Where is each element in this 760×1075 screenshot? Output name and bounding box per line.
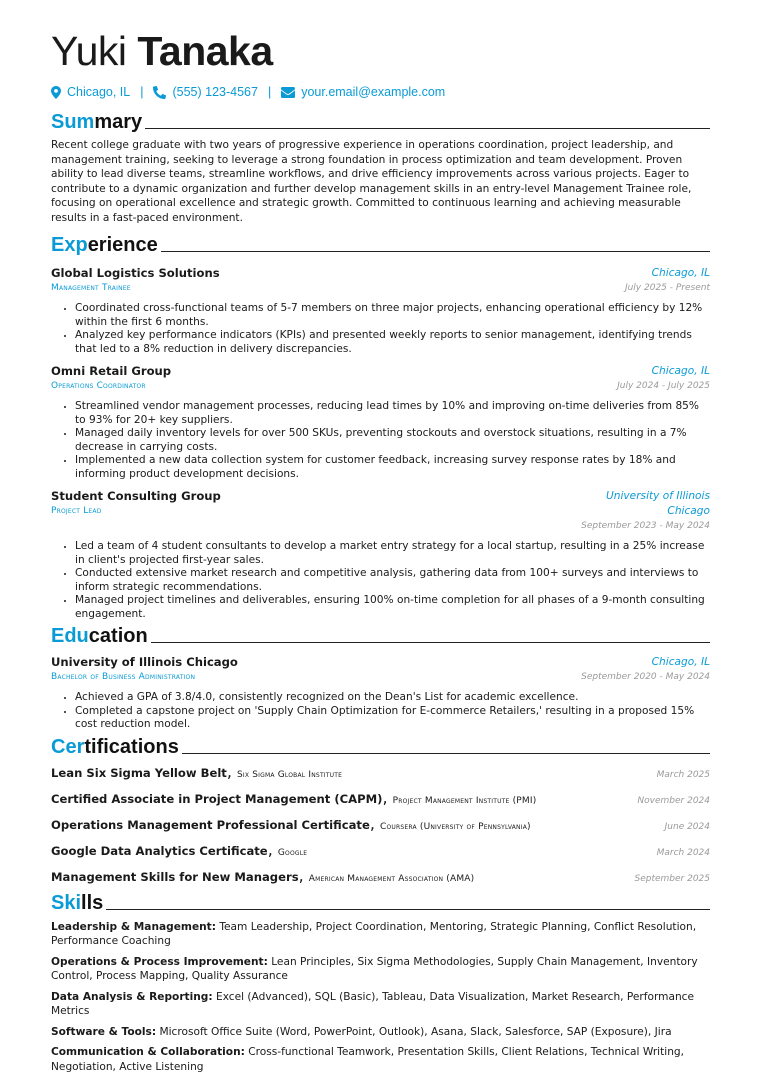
map-pin-icon (51, 86, 61, 99)
section-title-rest: mary (94, 111, 143, 133)
certification-issuer: Coursera (University of Pennsylvania) (380, 821, 531, 832)
phone-icon (153, 86, 166, 99)
skill-category: Operations & Process Improvement: (51, 955, 268, 968)
skill-item (51, 920, 710, 949)
certification-issuer: American Management Association (AMA) (308, 873, 475, 884)
skill-category: Leadership & Management: (51, 920, 216, 933)
entry-dates: July 2024 - July 2025 (617, 381, 710, 391)
certification-issuer: Six Sigma Global Institute (237, 769, 343, 780)
location-text: Chicago, IL (67, 85, 131, 99)
certification-date: November 2024 (637, 795, 710, 806)
experience-entry (51, 266, 710, 356)
list-item: • Analyzed key performance indicators (KPIs) and presented weekly reports to senior management, identifying trends that led to a 8% reduction in delivery discrepancies. (75, 329, 710, 356)
first-name: Yuki (51, 28, 127, 74)
contact-separator: | (267, 85, 272, 99)
section-title-accent: Edu (51, 625, 89, 647)
certification-name: Certified Associate in Project Management (CAPM) (51, 791, 383, 806)
skill-category: Data Analysis & Reporting: (51, 990, 213, 1003)
list-item: • Conducted extensive market research and competitive analysis, gathering data from 100+ surveys and interviews to inform strategic recommendations. (75, 567, 710, 594)
certification-item: Certified Associate in Project Management (CAPM), Project Management Institute (PMI) November 2024 (51, 787, 710, 807)
certification-name: Management Skills for New Managers (51, 869, 299, 884)
achievement-list (51, 400, 710, 481)
summary-text: Recent college graduate with two years of progressive experience in operations coordination, project leadership, and management training, seeking to leverage a strong foundation in process optimization and team development. Proven ability to lead diverse teams, streamline workflows, and drive efficiency improvements across various projects. Eager to contribute to a dynamic organization and further develop management skills in an entry-level Management Trainee role, focusing on operational excellence and strategic growth. Committed to continuous learning and achieving measurable results in a fast-paced environment. (51, 139, 692, 224)
school-name: University of Illinois Chicago (51, 655, 238, 669)
section-title-rest: tifications (84, 735, 179, 758)
skill-item (51, 1025, 710, 1040)
certification-item: Lean Six Sigma Yellow Belt, Six Sigma Global Institute March 2025 (51, 761, 710, 781)
list-item: • Managed project timelines and deliverables, ensuring 100% on-time completion for all phases of a 9-month consulting engagement. (75, 594, 710, 621)
degree-title: Bachelor of Business Administration (51, 672, 196, 682)
certification-date: March 2024 (656, 847, 710, 858)
section-title-rest: lls (81, 891, 104, 914)
organization-name: Student Consulting Group (51, 489, 221, 503)
entry-location: Chicago, IL (651, 365, 710, 377)
certification-list (51, 761, 710, 887)
section-title-accent: Exp (51, 234, 88, 256)
list-item: • Led a team of 4 student consultants to develop a market entry strategy for a local startup, resulting in a 25% increase in client's projected first-year sales. (75, 540, 710, 567)
list-item: • Implemented a new data collection system for customer feedback, increasing survey response rates by 18% and informing product development decisions. (75, 454, 710, 481)
contact-location (51, 85, 130, 99)
section-title (51, 892, 103, 914)
contact-bar (51, 85, 710, 99)
list-item: • Coordinated cross-functional teams of 5-7 members on three major projects, enhancing operational efficiency by 12% within the first 6 months. (75, 302, 710, 329)
skill-values: Lean Principles, Six Sigma Methodologies, Supply Chain Management, Inventory Control, Process Mapping, Quality Assurance (51, 955, 698, 982)
education-section-header (51, 625, 710, 647)
email-text: your.email@example.com (301, 85, 446, 99)
section-title (51, 234, 158, 256)
education-entry (51, 655, 710, 732)
certification-date: June 2024 (664, 821, 710, 832)
section-title (51, 625, 148, 647)
skill-category: Communication & Collaboration: (51, 1046, 245, 1058)
job-title: Operations Coordinator (51, 381, 146, 391)
certification-issuer: Project Management Institute (PMI) (392, 795, 537, 806)
skill-item (51, 1045, 710, 1074)
skill-values: Cross-functional Teamwork, Presentation Skills, Client Relations, Technical Writing, Negotiation, Active Listening (51, 1046, 685, 1073)
job-title: Project Lead (51, 506, 102, 516)
section-title (51, 736, 179, 758)
certification-date: September 2025 (634, 873, 710, 884)
experience-entry (51, 489, 710, 621)
skill-values: Excel (Advanced), SQL (Basic), Tableau, Data Visualization, Market Research, Performance Metrics (51, 990, 695, 1017)
skills-list (51, 920, 710, 1075)
certification-name: Operations Management Professional Certificate (51, 817, 370, 832)
certification-name: Lean Six Sigma Yellow Belt (51, 765, 227, 780)
list-item: • Managed daily inventory levels for over 500 SKUs, preventing stockouts and overstock situations, resulting in a 7% decrease in carrying costs. (75, 427, 710, 454)
section-rule (106, 909, 710, 910)
list-item: • Completed a capstone project on 'Supply Chain Optimization for E-commerce Retailers,' resulting in a proposed 15% cost reduction model. (75, 705, 710, 732)
certification-date: March 2025 (656, 769, 710, 780)
skill-category: Software & Tools: (51, 1025, 157, 1038)
section-title-accent: Ski (51, 891, 82, 914)
organization-name: Global Logistics Solutions (51, 266, 220, 280)
skills-section-header (51, 892, 710, 914)
entry-dates: September 2023 - May 2024 (581, 521, 710, 531)
skill-item (51, 990, 710, 1019)
envelope-icon (281, 87, 295, 98)
entry-location: Chicago, IL (651, 267, 710, 279)
certification-item: Management Skills for New Managers, American Management Association (AMA) September 2025 (51, 865, 710, 885)
contact-phone[interactable] (153, 85, 257, 99)
achievement-list (51, 540, 710, 621)
section-rule (145, 128, 710, 129)
section-title-rest: erience (87, 234, 158, 256)
section-title-accent: Cer (51, 735, 85, 758)
entry-dates: July 2025 - Present (624, 283, 710, 293)
section-rule (151, 642, 710, 643)
entry-location-line1: University of Illinois (606, 490, 710, 502)
skill-values: Team Leadership, Project Coordination, Mentoring, Strategic Planning, Conflict Resolution, Performance Coaching (51, 920, 697, 947)
list-item: • Achieved a GPA of 3.8/4.0, consistently recognized on the Dean's List for academic excellence. (75, 691, 710, 705)
last-name: Tanaka (137, 28, 273, 74)
certifications-section-header (51, 736, 710, 758)
achievement-list (51, 691, 710, 732)
experience-section-header (51, 234, 710, 256)
organization-name: Omni Retail Group (51, 364, 172, 378)
section-title (51, 111, 142, 133)
section-title-rest: cation (88, 625, 148, 647)
skill-item (51, 955, 710, 984)
certification-name: Google Data Analytics Certificate (51, 843, 268, 858)
entry-dates: September 2020 - May 2024 (581, 672, 710, 682)
list-item: • Streamlined vendor management processes, reducing lead times by 10% and improving on-time deliveries from 85% to 93% for 20+ key suppliers. (75, 400, 710, 427)
entry-location-line2: Chicago (667, 505, 710, 517)
section-rule (182, 753, 710, 754)
phone-text: (555) 123-4567 (172, 85, 258, 99)
section-rule (161, 251, 710, 252)
skill-values: Microsoft Office Suite (Word, PowerPoint, Outlook), Asana, Slack, Salesforce, SAP (Exposure), Jira (159, 1025, 672, 1038)
summary-section-header (51, 111, 710, 133)
achievement-list (51, 302, 710, 356)
candidate-name (51, 28, 710, 74)
experience-entry (51, 364, 710, 481)
job-title: Management Trainee (51, 283, 131, 293)
contact-separator: | (140, 85, 144, 99)
certification-item: Operations Management Professional Certificate, Coursera (University of Pennsylvania) June 2024 (51, 813, 710, 833)
section-title-accent: Sum (51, 111, 95, 133)
contact-email[interactable] (281, 85, 445, 99)
entry-location: Chicago, IL (651, 656, 710, 668)
certification-issuer: Google (277, 847, 308, 858)
certification-item: Google Data Analytics Certificate, Google March 2024 (51, 839, 710, 859)
